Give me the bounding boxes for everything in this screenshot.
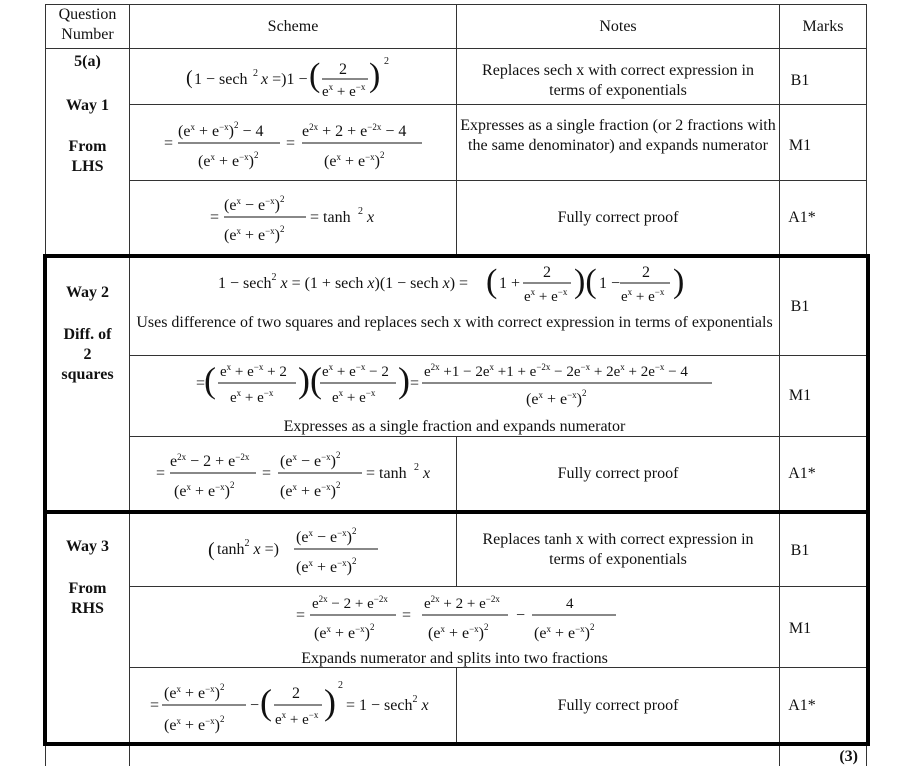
svg-text:2: 2 <box>338 680 343 691</box>
question-number: 5(a) <box>74 53 101 70</box>
way3-equation-1 <box>208 516 398 584</box>
header-marks: Marks <box>802 18 844 35</box>
way1-equation-3 <box>210 184 400 250</box>
svg-text:1 − sech2 x = (1 + sech x)(1 −: 1 − sech$^2$ x = (1 + sech x)(1 − sech x) = <box>218 272 469 292</box>
svg-text:2: 2 <box>253 68 258 79</box>
way1-subtitle: From LHS <box>68 138 107 175</box>
svg-text:ex + e−x: $e^x + e^{-x}$ <box>524 287 568 305</box>
svg-text:= tanh: = tanh <box>310 209 351 226</box>
svg-text:e2x +1 − 2ex +1 + e−2x − 2e−x: $e^{2x} +1 - 2e^x +1 + e^{-2x} - 2e^{-x} + 2e^x + 2e^{-x} - 4$ <box>424 362 688 380</box>
way2-mark-m1: M1 <box>788 387 812 404</box>
way3-mark-b1: B1 <box>790 542 810 559</box>
grid-line <box>45 48 867 49</box>
svg-text:(ex + e−x)2: $(e^x + e^{-x})^2$ <box>164 682 225 702</box>
svg-text:2: 2 <box>543 264 551 281</box>
svg-text:(: ( <box>260 682 272 722</box>
svg-text:(ex + e−x)2: $(e^x + e^{-x})^2$ <box>164 714 225 734</box>
svg-text:tanh2 x =): $\tanh^2 x$ =) <box>217 538 280 558</box>
way2-note-a1: Fully correct proof <box>557 465 679 482</box>
svg-text:=: = <box>210 209 220 226</box>
svg-text:=: = <box>156 465 166 482</box>
svg-text:= tanh: = tanh <box>366 465 407 482</box>
svg-text:2: 2 <box>642 264 650 281</box>
svg-text:(ex − e−x)2: $(e^x - e^{-x})^2$ <box>224 194 285 214</box>
svg-text:2: 2 <box>339 61 347 78</box>
svg-text:=: = <box>410 375 420 392</box>
way3-note-a1: Fully correct proof <box>557 697 679 714</box>
svg-text:(ex + e−x)2: $(e^x + e^{-x})^2$ <box>534 622 595 642</box>
way3-note-b1: Replaces tanh x with correct expression in terms of exponentials <box>482 531 754 568</box>
svg-text:e2x + 2 + e−2x: $e^{2x} + 2 + e^{-2x}$ <box>424 594 500 612</box>
svg-text:x: x <box>367 209 375 226</box>
svg-text:2: 2 <box>292 685 300 702</box>
svg-text:−: − <box>516 607 526 624</box>
way2-note-b1: Uses difference of two squares and replaces sech x with correct expression in terms of exponentials <box>136 314 773 331</box>
way2-equation-1 <box>218 260 698 312</box>
svg-text:ex + e−x: $e^x + e^{-x}$ <box>230 388 274 406</box>
svg-text:e2x − 2 + e−2x: $e^{2x} - 2 + e^{-2x}$ <box>312 594 388 612</box>
svg-text:=: = <box>150 697 160 714</box>
svg-text:ex + e−x: $e^x + e^{-x}$ <box>322 82 366 100</box>
svg-text:(ex + e−x)2: $(e^x + e^{-x})^2$ <box>324 150 385 170</box>
svg-text:ex + e−x: $e^x + e^{-x}$ <box>332 388 376 406</box>
svg-text:(ex + e−x)2: $(e^x + e^{-x})^2$ <box>174 480 235 500</box>
way1-equation-2 <box>164 110 424 176</box>
way2-note-m1: Expresses as a single fraction and expands numerator <box>283 418 626 435</box>
svg-text:(ex − e−x)2: $(e^x - e^{-x})^2$ <box>280 450 341 470</box>
way1-title: Way 1 <box>65 97 110 114</box>
svg-text:ex + e−x: $e^x + e^{-x}$ <box>621 287 665 305</box>
header-question-number: Question Number <box>58 6 117 43</box>
svg-text:(ex + e−x)2: $(e^x + e^{-x})^2$ <box>428 622 489 642</box>
svg-text:x: x <box>423 465 431 482</box>
way2-mark-b1: B1 <box>790 298 810 315</box>
svg-text:(ex − e−x)2: $(e^x - e^{-x})^2$ <box>296 526 357 546</box>
way2-subtitle: Diff. of 2 squares <box>61 326 114 383</box>
way1-equation-1 <box>186 52 406 104</box>
svg-text:): ) <box>324 682 336 722</box>
way1-mark-a1: A1* <box>788 209 816 226</box>
svg-text:)(: )( <box>298 360 322 400</box>
svg-text:1 +: 1 + <box>499 275 521 292</box>
way1-mark-b1: B1 <box>790 72 810 89</box>
svg-text:=: = <box>402 607 412 624</box>
svg-text:x =)1 −: x =)1 − <box>261 71 308 88</box>
way2-equation-3 <box>156 440 446 506</box>
svg-text:=: = <box>286 135 296 152</box>
svg-text:(ex + e−x)2: $(e^x + e^{-x})^2$ <box>526 388 587 408</box>
svg-text:(ex + e−x)2: $(e^x + e^{-x})^2$ <box>296 556 357 576</box>
way1-mark-m1: M1 <box>788 137 812 154</box>
svg-text:(: ( <box>204 360 216 400</box>
way3-equation-3 <box>150 672 450 740</box>
way2-title: Way 2 <box>65 284 110 301</box>
svg-text:): ) <box>673 263 685 300</box>
svg-text:(ex + e−x)2: $(e^x + e^{-x})^2$ <box>280 480 341 500</box>
svg-text:e2x + 2 + e−2x − 4: $e^{2x} + 2 + e^{-2x} - 4$ <box>302 122 407 140</box>
header-scheme: Scheme <box>267 18 319 35</box>
way3-mark-m1: M1 <box>788 620 812 637</box>
header-notes: Notes <box>599 18 637 35</box>
way3-subtitle: From RHS <box>68 580 107 617</box>
svg-text:)(: )( <box>574 263 597 300</box>
way2-equation-2 <box>196 356 716 416</box>
way1-note-b1: Replaces sech x with correct expression in terms of exponentials <box>482 62 754 99</box>
svg-text:=: = <box>164 135 174 152</box>
svg-text:e2x − 2 + e−2x: $e^{2x} - 2 + e^{-2x}$ <box>170 452 250 470</box>
svg-text:=: = <box>196 375 206 392</box>
way3-equation-2 <box>296 588 626 648</box>
svg-text:ex + e−x + 2: $e^x + e^{-x} + 2$ <box>220 362 287 380</box>
svg-text:(ex + e−x)2: $(e^x + e^{-x})^2$ <box>224 224 285 244</box>
svg-text:(: ( <box>486 263 498 300</box>
grid-line <box>129 180 867 181</box>
svg-text:): ) <box>398 360 410 400</box>
svg-text:−: − <box>250 697 260 714</box>
way3-title: Way 3 <box>65 538 110 555</box>
svg-text:ex + e−x − 2: $e^x + e^{-x} - 2$ <box>322 362 389 380</box>
svg-text:=: = <box>296 607 306 624</box>
svg-text:(ex + e−x)2 − 4: $(e^x + e^{-x})^2 - 4$ <box>178 120 264 140</box>
svg-text:2: 2 <box>358 206 363 217</box>
svg-text:(ex + e−x)2: $(e^x + e^{-x})^2$ <box>314 622 375 642</box>
way1-note-m1: Expresses as a single fraction (or 2 fractions with the same denominator) and expands numerator <box>460 117 776 154</box>
svg-text:=: = <box>262 465 272 482</box>
way3-note-m1: Expands numerator and splits into two fractions <box>301 650 608 667</box>
way3-mark-a1: A1* <box>788 697 816 714</box>
svg-text:): ) <box>369 57 381 94</box>
total-marks: (3) <box>839 748 858 765</box>
svg-text:4: 4 <box>566 596 574 612</box>
svg-text:(: ( <box>186 67 193 89</box>
svg-text:(: ( <box>208 539 215 561</box>
svg-text:= 1 − sech2 x: = 1 − sech$^2$ x <box>346 694 429 714</box>
svg-text:(ex + e−x)2: $(e^x + e^{-x})^2$ <box>198 150 259 170</box>
grid-line <box>129 104 867 105</box>
way2-mark-a1: A1* <box>788 465 816 482</box>
way1-note-a1: Fully correct proof <box>557 209 679 226</box>
svg-text:1 − sech: 1 − sech <box>194 71 248 88</box>
svg-text:2: 2 <box>384 56 389 67</box>
svg-text:ex + e−x: $e^x + e^{-x}$ <box>275 710 319 728</box>
svg-text:2: 2 <box>414 462 419 473</box>
svg-text:(: ( <box>309 57 321 94</box>
grid-line <box>45 4 867 5</box>
svg-text:1 −: 1 − <box>599 275 621 292</box>
